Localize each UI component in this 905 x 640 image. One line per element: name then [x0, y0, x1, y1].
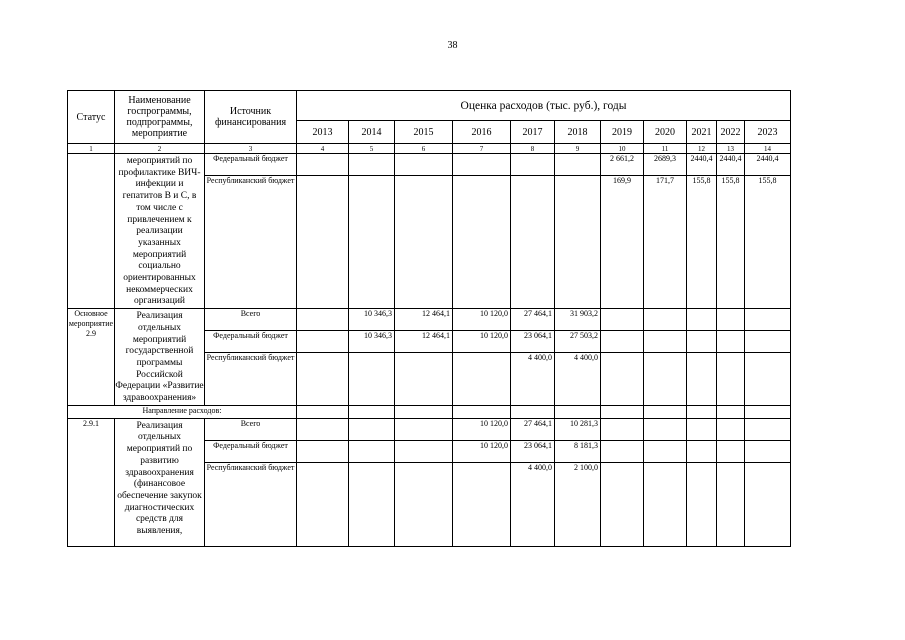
- measure-name: мероприятий по профилактике ВИЧ-инфекции и гепатитов В и С, в том числе с привлечением к реализации указанных мероприятий социально ориентированных некоммерческих организаций: [115, 154, 205, 309]
- header-year: 2020: [644, 121, 687, 144]
- value-cell: 12 464,1: [395, 309, 453, 331]
- value-cell: 10 120,0: [453, 418, 511, 440]
- column-number: 8: [511, 144, 555, 154]
- value-cell: 4 400,0: [511, 462, 555, 546]
- value-cell: [297, 353, 349, 405]
- funding-source: Республиканский бюджет: [205, 176, 297, 309]
- funding-source: Республиканский бюджет: [205, 353, 297, 405]
- value-cell: 155,8: [717, 176, 745, 309]
- value-cell: 2689,3: [644, 154, 687, 176]
- header-year: 2021: [687, 121, 717, 144]
- value-cell: [601, 405, 644, 418]
- value-cell: [717, 440, 745, 462]
- value-cell: [297, 462, 349, 546]
- value-cell: [687, 405, 717, 418]
- page-number: 38: [447, 40, 458, 51]
- value-cell: 12 464,1: [395, 331, 453, 353]
- value-cell: 23 064,1: [511, 440, 555, 462]
- value-cell: [297, 331, 349, 353]
- value-cell: [745, 440, 791, 462]
- value-cell: [395, 154, 453, 176]
- value-cell: 4 400,0: [555, 353, 601, 405]
- funding-source: Федеральный бюджет: [205, 154, 297, 176]
- value-cell: [644, 309, 687, 331]
- value-cell: [745, 418, 791, 440]
- funding-source: Республиканский бюджет: [205, 462, 297, 546]
- header-source: Источник финансирования: [205, 91, 297, 144]
- column-number: 7: [453, 144, 511, 154]
- value-cell: [453, 176, 511, 309]
- value-cell: 23 064,1: [511, 331, 555, 353]
- value-cell: [687, 440, 717, 462]
- header-name: Наименование госпрограммы, подпрограммы, мероприятие: [115, 91, 205, 144]
- value-cell: [395, 462, 453, 546]
- value-cell: [644, 331, 687, 353]
- column-number: 14: [745, 144, 791, 154]
- value-cell: [349, 418, 395, 440]
- value-cell: [395, 405, 453, 418]
- value-cell: [717, 462, 745, 546]
- column-number: 2: [115, 144, 205, 154]
- value-cell: 155,8: [687, 176, 717, 309]
- column-number: 9: [555, 144, 601, 154]
- value-cell: 2 661,2: [601, 154, 644, 176]
- header-year: 2017: [511, 121, 555, 144]
- value-cell: [745, 462, 791, 546]
- column-number: 5: [349, 144, 395, 154]
- column-number: 6: [395, 144, 453, 154]
- header-year: 2019: [601, 121, 644, 144]
- value-cell: 10 120,0: [453, 309, 511, 331]
- value-cell: [349, 440, 395, 462]
- value-cell: 10 346,3: [349, 309, 395, 331]
- value-cell: [644, 405, 687, 418]
- value-cell: [717, 309, 745, 331]
- value-cell: [687, 309, 717, 331]
- value-cell: [717, 353, 745, 405]
- value-cell: [511, 154, 555, 176]
- value-cell: [644, 440, 687, 462]
- status-cell: [68, 154, 115, 309]
- value-cell: [717, 418, 745, 440]
- value-cell: [395, 353, 453, 405]
- value-cell: [644, 462, 687, 546]
- value-cell: [395, 176, 453, 309]
- value-cell: 27 503,2: [555, 331, 601, 353]
- column-number: 11: [644, 144, 687, 154]
- value-cell: 8 181,3: [555, 440, 601, 462]
- value-cell: 10 346,3: [349, 331, 395, 353]
- value-cell: [745, 309, 791, 331]
- value-cell: 2440,4: [687, 154, 717, 176]
- value-cell: [687, 331, 717, 353]
- budget-table: [67, 90, 791, 547]
- value-cell: [717, 405, 745, 418]
- value-cell: [717, 331, 745, 353]
- header-status: Статус: [68, 91, 115, 144]
- value-cell: 2440,4: [717, 154, 745, 176]
- value-cell: [297, 418, 349, 440]
- value-cell: [555, 176, 601, 309]
- header-year: 2013: [297, 121, 349, 144]
- value-cell: [601, 440, 644, 462]
- value-cell: [687, 418, 717, 440]
- status-cell: Основное мероприятие 2.9: [68, 309, 115, 406]
- value-cell: [297, 154, 349, 176]
- value-cell: [601, 418, 644, 440]
- value-cell: 31 903,2: [555, 309, 601, 331]
- header-year: 2018: [555, 121, 601, 144]
- column-number: 4: [297, 144, 349, 154]
- column-number: 10: [601, 144, 644, 154]
- funding-source: Федеральный бюджет: [205, 440, 297, 462]
- value-cell: [453, 405, 511, 418]
- value-cell: [687, 462, 717, 546]
- value-cell: [555, 405, 601, 418]
- value-cell: [297, 440, 349, 462]
- header-year: 2023: [745, 121, 791, 144]
- expense-direction-label: Направление расходов:: [68, 405, 297, 418]
- value-cell: [349, 154, 395, 176]
- column-number: 12: [687, 144, 717, 154]
- value-cell: [511, 405, 555, 418]
- value-cell: [349, 405, 395, 418]
- column-number: 13: [717, 144, 745, 154]
- value-cell: 155,8: [745, 176, 791, 309]
- column-number: 3: [205, 144, 297, 154]
- value-cell: [687, 353, 717, 405]
- value-cell: [644, 418, 687, 440]
- value-cell: [349, 353, 395, 405]
- value-cell: 27 464,1: [511, 418, 555, 440]
- header-year: 2022: [717, 121, 745, 144]
- value-cell: 2440,4: [745, 154, 791, 176]
- column-number: 1: [68, 144, 115, 154]
- value-cell: 4 400,0: [511, 353, 555, 405]
- funding-source: Федеральный бюджет: [205, 331, 297, 353]
- value-cell: 27 464,1: [511, 309, 555, 331]
- value-cell: [601, 331, 644, 353]
- value-cell: 169,9: [601, 176, 644, 309]
- measure-name: Реализация отдельных мероприятий по развитию здравоохранения (финансовое обеспечение закупок диагностических средств для выявления,: [115, 418, 205, 546]
- value-cell: [511, 176, 555, 309]
- value-cell: 171,7: [644, 176, 687, 309]
- header-year: 2016: [453, 121, 511, 144]
- value-cell: [453, 154, 511, 176]
- value-cell: [555, 154, 601, 176]
- funding-source: Всего: [205, 309, 297, 331]
- value-cell: 10 120,0: [453, 440, 511, 462]
- value-cell: [395, 418, 453, 440]
- value-cell: [395, 440, 453, 462]
- value-cell: [349, 176, 395, 309]
- value-cell: 2 100,0: [555, 462, 601, 546]
- value-cell: [745, 331, 791, 353]
- measure-name: Реализация отдельных мероприятий государственной программы Российской Федерации «Развитие здравоохранения»: [115, 309, 205, 406]
- value-cell: [297, 405, 349, 418]
- value-cell: [601, 462, 644, 546]
- status-cell: 2.9.1: [68, 418, 115, 546]
- value-cell: [745, 353, 791, 405]
- value-cell: [601, 309, 644, 331]
- value-cell: [349, 462, 395, 546]
- header-estimate: Оценка расходов (тыс. руб.), годы: [297, 91, 791, 121]
- value-cell: [601, 353, 644, 405]
- value-cell: 10 281,3: [555, 418, 601, 440]
- funding-source: Всего: [205, 418, 297, 440]
- value-cell: [453, 353, 511, 405]
- value-cell: 10 120,0: [453, 331, 511, 353]
- value-cell: [297, 309, 349, 331]
- header-year: 2014: [349, 121, 395, 144]
- value-cell: [644, 353, 687, 405]
- header-year: 2015: [395, 121, 453, 144]
- value-cell: [297, 176, 349, 309]
- value-cell: [745, 405, 791, 418]
- value-cell: [453, 462, 511, 546]
